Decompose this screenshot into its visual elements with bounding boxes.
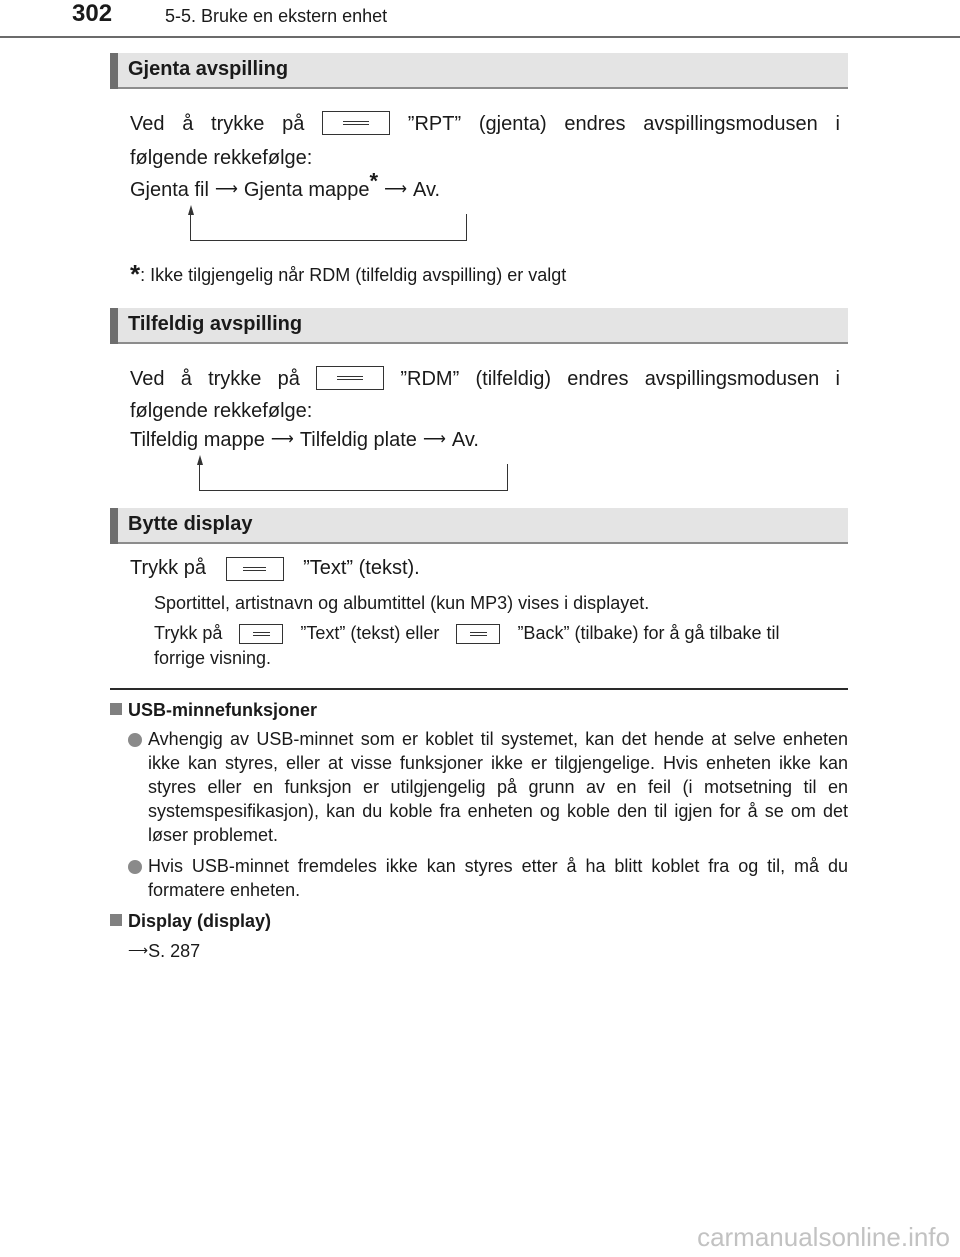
word: å	[180, 368, 192, 390]
word: avspillingsmodusen	[643, 113, 818, 135]
heading-text: Gjenta avspilling	[128, 58, 289, 80]
note-usb-bullet-2: Hvis USB-minnet fremdeles ikke kan styres etter å ha blitt koblet fra og til, må du formatere enheten.	[148, 856, 848, 900]
back-end: ”Back” (tilbake) for å gå tilbake til	[517, 623, 780, 643]
seq-item: Gjenta mappe	[243, 179, 370, 201]
word: (gjenta)	[478, 113, 547, 135]
right-arrow-icon: ⟶	[128, 942, 149, 958]
note-usb-heading	[110, 698, 317, 722]
display-press-line	[130, 555, 420, 581]
note-display-heading	[110, 909, 271, 933]
heading-text: Tilfeldig avspilling	[128, 313, 303, 335]
word: Ved	[130, 368, 165, 390]
repeat-loop-arrow	[190, 214, 467, 241]
note-title: USB-minnefunksjoner	[128, 700, 318, 720]
right-arrow-icon: ⟶	[384, 181, 408, 198]
right-arrow-icon: ⟶	[214, 181, 238, 198]
display-back-line1	[154, 621, 780, 645]
page-number: 302	[72, 0, 113, 27]
repeat-intro-line2: følgende rekkefølge:	[130, 147, 313, 169]
rdm-button-icon	[316, 366, 384, 390]
loop-arrowhead-icon	[197, 455, 203, 465]
footnote-asterisk: *	[130, 259, 141, 289]
word: på	[277, 368, 300, 390]
seq-item: Tilfeldig plate	[299, 429, 417, 451]
seq-item: Tilfeldig mappe	[130, 429, 265, 451]
right-arrow-icon: ⟶	[270, 431, 294, 448]
word: å	[182, 113, 194, 135]
back-press: Trykk på	[154, 623, 223, 643]
heading-bar	[110, 308, 118, 344]
bullet-dot-icon	[128, 860, 142, 874]
text-label: ”Text” (tekst).	[303, 557, 420, 579]
word: i	[835, 368, 840, 390]
asterisk-mark: *	[369, 168, 379, 194]
repeat-footnote	[130, 259, 567, 289]
random-sequence	[130, 427, 479, 453]
note-display-ref	[128, 938, 200, 963]
section-heading-repeat	[110, 53, 848, 89]
note-title: Display (display)	[128, 911, 272, 931]
random-intro-line1	[130, 366, 840, 392]
press-label: Trykk på	[130, 557, 206, 579]
word: endres	[564, 113, 626, 135]
random-intro-line2: følgende rekkefølge:	[130, 400, 313, 422]
right-arrow-icon: ⟶	[422, 431, 446, 448]
header-rule	[0, 36, 960, 38]
chapter-title: 5-5. Bruke en ekstern enhet	[165, 6, 388, 26]
back-button-icon	[456, 624, 500, 644]
word: i	[835, 113, 840, 135]
seq-item: Gjenta fil	[130, 179, 209, 201]
text-button-icon	[239, 624, 283, 644]
seq-item: Av.	[413, 179, 441, 201]
word: på	[282, 113, 305, 135]
rpt-button-icon	[322, 111, 390, 135]
word: trykke	[211, 113, 265, 135]
heading-bar	[110, 53, 118, 89]
back-mid: ”Text” (tekst) eller	[300, 623, 440, 643]
repeat-sequence	[130, 168, 441, 203]
heading-text: Bytte display	[128, 513, 253, 535]
word: (tilfeldig)	[475, 368, 552, 390]
word: endres	[567, 368, 629, 390]
random-loop-arrow	[199, 464, 508, 491]
heading-bar	[110, 508, 118, 544]
repeat-intro-line1	[130, 111, 840, 137]
notes-separator	[110, 688, 848, 690]
loop-arrowhead-icon	[188, 205, 194, 215]
bullet-dot-icon	[128, 733, 142, 747]
note-usb-bullet-1: Avhengig av USB-minnet som er koblet til systemet, kan det hende at selve enheten ikke kan styres, eller at visse funksjoner ikke er tilgjengelige. Hvis enheten ikke kan styres eller en funksjon er utilgjengelig på grunn av en feil (i motsetning til en systemspesifikasjon), kan du koble fra enheten og koble den til igjen for å se om det løser problemet.	[148, 729, 848, 845]
page-ref-link[interactable]: S. 287	[148, 941, 201, 961]
display-back-line2: forrige visning.	[154, 648, 272, 668]
display-info: Sportittel, artistnavn og albumtittel (kun MP3) vises i displayet.	[154, 593, 650, 613]
section-heading-display	[110, 508, 848, 544]
square-bullet-icon	[110, 703, 122, 715]
word: trykke	[208, 368, 262, 390]
section-heading-random	[110, 308, 848, 344]
word: ”RDM”	[400, 368, 460, 390]
watermark: carmanualsonline.info	[697, 1222, 950, 1252]
word: avspillingsmodusen	[644, 368, 820, 390]
footnote-text: : Ikke tilgjengelig når RDM (tilfeldig avspilling) er valgt	[140, 265, 567, 285]
square-bullet-icon	[110, 914, 122, 926]
word: ”RPT”	[407, 113, 462, 135]
text-button-icon	[226, 557, 284, 581]
word: Ved	[130, 113, 165, 135]
seq-item: Av.	[451, 429, 479, 451]
